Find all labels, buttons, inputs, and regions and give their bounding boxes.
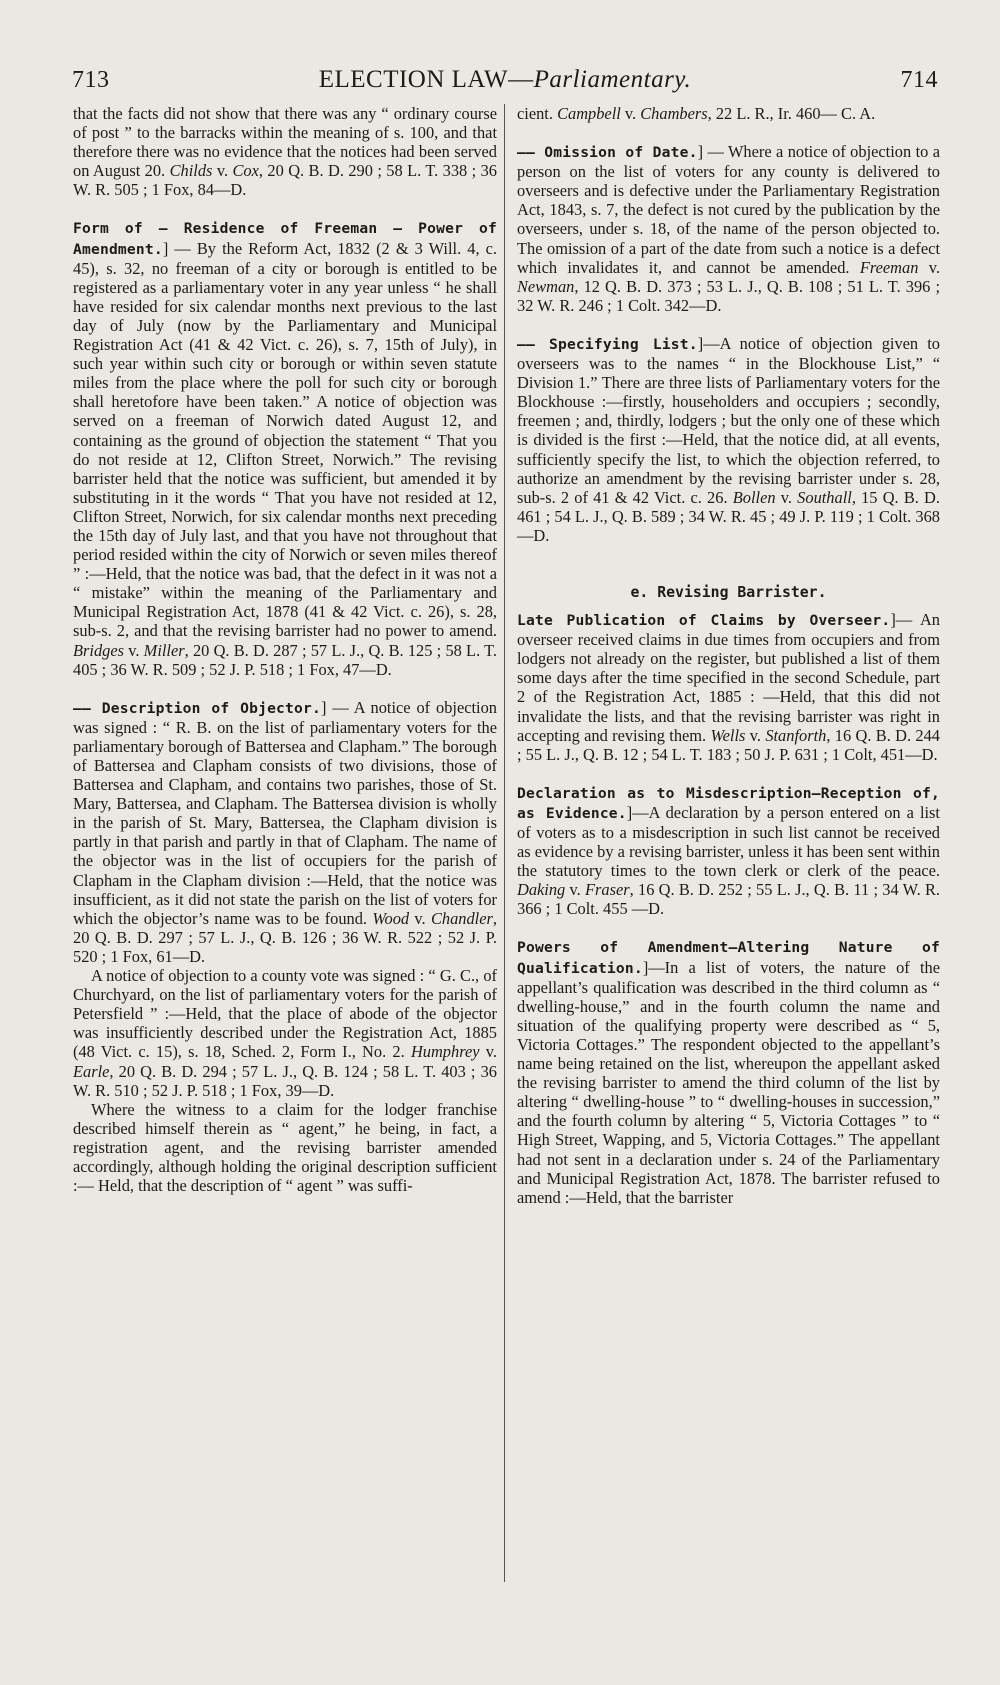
case-party: Daking: [517, 880, 566, 900]
page-number-left: 713: [72, 67, 110, 93]
right-column: [517, 104, 940, 1207]
running-title-main: ELECTION LAW—: [318, 66, 534, 93]
paragraph-text: ]— An overseer received claims in due times from occupiers and from lodgers not already on the register, but published a list of them some days after the time specified in the second Schedule, part 2 of the Registration Act, 1885 : —Held, that this did not invalidate the lists, and that the revising barrister was right in accepting and revising them.: [517, 610, 940, 745]
case-party: Childs: [169, 161, 213, 181]
paragraph-text: that the facts did not show that there was any “ ordinary course of post ” to the barracks within the meaning of s. 100, and that therefore there was no evidence that the notices had been served on August 20.: [73, 104, 497, 181]
case-party: Newman: [517, 276, 575, 296]
paragraph: [517, 937, 940, 1206]
running-title-italic: Parliamentary.: [533, 66, 692, 93]
paragraph: [517, 334, 940, 545]
case-versus: v.: [918, 257, 940, 277]
case-party: Fraser: [585, 880, 630, 900]
left-column: [73, 104, 497, 1195]
entry-heading: —— Specifying List.: [517, 335, 698, 353]
case-party: Wells: [710, 725, 746, 745]
case-party: Freeman: [859, 257, 919, 277]
section-heading: e. Revising Barrister.: [630, 583, 827, 601]
paragraph: [73, 218, 497, 678]
entry-heading: Form of — Residence of Freeman — Power of Amendment.: [73, 220, 497, 258]
page-number-right: 714: [900, 67, 938, 93]
paragraph: [517, 610, 940, 764]
case-party: Campbell: [557, 104, 621, 123]
paragraph-text: Where the witness to a claim for the lodger franchise described himself therein as “ agent,” he being, in fact, a registration agent, and the revising barrister amended accordingly, although holding the original description sufficient :— Held, that the description of “ agent ” was suffi-: [73, 1099, 497, 1196]
paragraph: [73, 104, 497, 199]
paragraph-text: A notice of objection to a county vote was signed : “ G. C., of Churchyard, on the list of parliamentary voters for the parish of Petersfield ” :—Held, that the place of abode of the objector was insufficiently described under the Registration Act, 1885 (48 Vict. c. 15), s. 18, Sched. 2, Form I., No. 2.: [73, 966, 497, 1062]
case-versus: v.: [124, 640, 144, 660]
paragraph-text: ] — By the Reform Act, 1832 (2 & 3 Will. 4, c. 45), s. 32, no freeman of a city or borough is entitled to be registered as a parliamentary voter in any year unless “ he shall have resided for six calendar months next previous to the last day of July (now by the Parliamentary and Municipal Registration Act (41 & 42 Vict. c. 26), s. 7, 15th of July), in such year within such city or borough or within seven statute miles from the place where the poll for such city or borough shall heretofore have been taken.” A notice of objection was served on a freeman of Norwich dated August 12, and containing as the ground of objection the statement “ That you do not reside at 12, Clifton Street, Norwich.” The revising barrister held that the notice was sufficient, but amended it by substituting in it the words “ That you have not resided at 12, Clifton Street, Norwich, for six calendar months next preceding the 15th day of July last, and that you have not throughout that period resided within the city of Norwich or seven miles thereof ” :—Held, that the notice was bad, that the defect in it was not a “ mistake” within the meaning of the Parliamentary and Municipal Registration Act, 1878 (41 & 42 Vict. c. 26), s. 28, sub-s. 2, and that the revising barrister had no power to amend.: [73, 238, 497, 641]
paragraph-text: cient.: [517, 104, 553, 123]
paragraph: [73, 966, 497, 1100]
case-party: Bridges: [73, 640, 124, 660]
case-party: Bollen: [732, 487, 776, 507]
citation: , 20 Q. B. D. 294 ; 57 L. J., Q. B. 124 ; 58 L. T. 403 ; 36 W. R. 510 ; 52 J. P. 518 ; 1 Fox, 39—D.: [73, 1061, 497, 1100]
entry-heading: —— Omission of Date.: [517, 144, 698, 162]
citation: , 16 Q. B. D. 244 ; 55 L. J., Q. B. 12 ; 54 L. T. 183 ; 50 J. P. 631 ; 1 Colt, 451—D.: [517, 725, 940, 764]
case-party: Stanforth: [765, 725, 827, 745]
column-divider: [504, 104, 505, 1582]
case-versus: v.: [565, 880, 586, 900]
paragraph-text: ]—In a list of voters, the nature of the appellant’s qualification was described in the third column as “ dwelling-house,” and in the fourth column the name and situation of the qualifying property were described as “ 5, Victoria Cottages.” The respondent objected to the appellant’s name being retained on the list, whereupon the appellant asked the revising barrister to amend the third column of the list by altering “ dwelling-house ” to “ dwelling-houses in succession,” and the fourth column by altering “ 5, Victoria Cottages ” to “ High Street, Wapping, and 5, Victoria Cottages.” The appellant had not sent in a declaration under s. 24 of the Parliamentary and Municipal Registration Act, 1878. The barrister refused to amend :—Held, that the barrister: [517, 957, 940, 1207]
paragraph: [73, 698, 497, 966]
paragraph-text: ]—A declaration by a person entered on a list of voters as to a misdescription in such list cannot be received as evidence by a revising barrister, unless it has been sent within the statutory times to the town clerk or clerk of the peace.: [517, 802, 940, 881]
paragraph: [517, 783, 940, 919]
running-title: [319, 66, 692, 94]
running-header: [72, 66, 938, 100]
entry-heading: Powers of Amendment—Altering Nature of Qualification.: [517, 939, 940, 977]
paragraph-text: ] — Where a notice of objection to a person on the list of voters for any county is delivered to overseers and is defective under the Parliamentary Registration Act, 1843, s. 7, the defect is not cured by the publication by the overseers, under s. 18, of the name of the person objected to. The omission of a part of the date from such a notice is a defect which invalidates it, and cannot be amended.: [517, 142, 940, 277]
citation: , 15 Q. B. D. 461 ; 54 L. J., Q. B. 589 ; 34 W. R. 45 ; 49 J. P. 119 ; 1 Colt. 368—D.: [517, 487, 940, 545]
case-versus: v.: [212, 161, 233, 181]
case-party: Wood: [372, 908, 410, 928]
citation: , 16 Q. B. D. 252 ; 55 L. J., Q. B. 11 ; 34 W. R. 366 ; 1 Colt. 455 —D.: [517, 880, 940, 919]
paragraph: [517, 104, 940, 123]
case-party: Humphrey: [410, 1042, 480, 1062]
case-versus: v.: [745, 725, 766, 745]
citation: , 12 Q. B. D. 373 ; 53 L. J., Q. B. 108 ; 51 L. T. 396 ; 32 W. R. 246 ; 1 Colt. 342—D.: [517, 276, 940, 315]
paragraph-text: ] — A notice of objection was signed : “ R. B. on the list of parliamentary voters for the parliamentary borough of Battersea and Clapham.” The borough of Battersea and Clapham consists of two divisions, those of Battersea and Clapham, and contains two parishes, those of St. Mary, Battersea, and Clapham. The Battersea division is wholly in the parish of St. Mary, Battersea, the Clapham division is partly in that parish and partly in that of Clapham. The name of the objector was in the list of occupiers for the parish of Clapham in the Clapham division :—Held, that the notice was insufficient, as it did not state the parish on the list of voters for which the objector’s name was to be found.: [73, 697, 497, 928]
paragraph: [517, 142, 940, 315]
case-versus: v.: [409, 908, 431, 928]
citation: , 22 L. R., Ir. 460— C. A.: [707, 104, 876, 123]
case-versus: v.: [479, 1042, 497, 1062]
case-party: Miller: [143, 640, 185, 660]
case-party: Earle: [73, 1061, 110, 1081]
paragraph-text: ]—A notice of objection given to overseers was to the names “ in the Blockhouse List,” “ Division 1.” There are three lists of Parliamentary voters for the Blockhouse :—firstly, householders and occupiers ; secondly, freemen ; and, thirdly, lodgers ; but the only one of these which is divided is the first :—Held, that the notice did, at all events, sufficiently specify the list, to which the objection referred, to authorize an amendment by the revising barrister under s. 28, sub-s. 2 of 41 & 42 Vict. c. 26.: [517, 333, 940, 507]
citation: , 20 Q. B. D. 287 ; 57 L. J., Q. B. 125 ; 58 L. T. 405 ; 36 W. R. 509 ; 52 J. P. 518 ; 1 Fox, 47—D.: [73, 640, 497, 679]
case-party: Chambers: [640, 104, 708, 123]
citation: , 20 Q. B. D. 290 ; 58 L. T. 338 ; 36 W. R. 505 ; 1 Fox, 84—D.: [73, 161, 497, 200]
case-party: Cox: [232, 161, 259, 181]
case-versus: v.: [775, 487, 798, 507]
case-party: Southall: [797, 487, 852, 507]
entry-heading: Declaration as to Misdescription—Reception of, as Evidence.: [517, 784, 940, 822]
citation: , 20 Q. B. D. 297 ; 57 L. J., Q. B. 126 ; 36 W. R. 522 ; 52 J. P. 520 ; 1 Fox, 61—D.: [73, 908, 497, 966]
entry-heading: —— Description of Objector.: [73, 699, 321, 717]
entry-heading: Late Publication of Claims by Overseer.: [517, 612, 891, 630]
case-party: Chandler: [430, 908, 493, 928]
case-versus: v.: [620, 104, 641, 123]
paragraph: [73, 1100, 497, 1195]
